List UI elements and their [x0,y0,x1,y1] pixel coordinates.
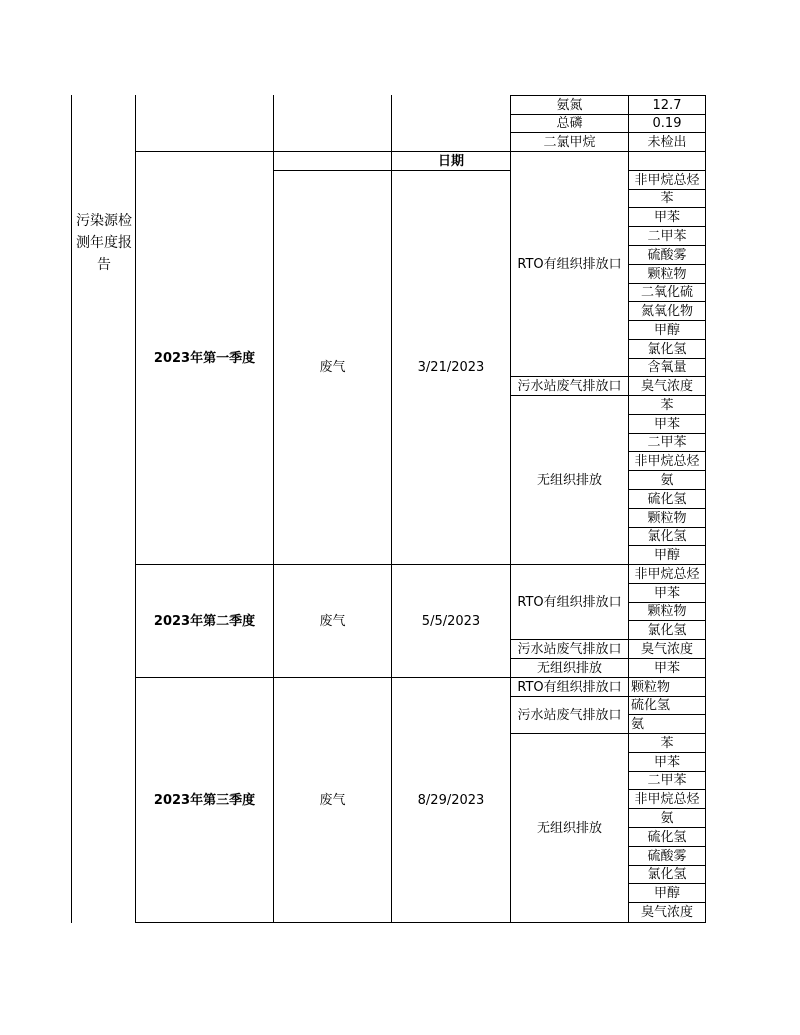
q1-rto-item: 含氧量 [647,360,687,375]
q1-ws-point: 污水站废气排放口 [517,378,622,394]
q3-uo-item: 非甲烷总烃 [634,791,700,807]
q2-ws-point: 污水站废气排放口 [517,641,622,657]
q1-uo-item: 硫化氢 [647,491,687,507]
q3-period: 2023年第三季度 [153,792,256,808]
q2-uo-point: 无组织排放 [536,660,602,676]
q2-rto-item: 氯化氢 [647,622,687,638]
q1-rto-item: 非甲烷总烃 [634,172,700,188]
q3-uo-point: 无组织排放 [536,820,602,836]
date-header: 日期 [437,153,464,169]
q3-uo-item: 甲苯 [653,754,680,770]
q2-ws-item: 臭气浓度 [640,641,693,657]
q3-uo-item: 二甲苯 [647,773,687,788]
q1-uo-item: 非甲烷总烃 [634,453,700,469]
q1-rto-point: RTO有组织排放口 [517,256,622,272]
item-dichloromethane: 二氯甲烷 [543,134,596,150]
q1-uo-item: 氨 [660,472,674,488]
q1-ws-item: 臭气浓度 [640,378,693,394]
q2-rto-item: 颗粒物 [647,604,687,619]
item-total-phosphorus: 总磷 [556,116,583,131]
q1-uo-item: 氯化氢 [647,529,687,544]
q2-type: 废气 [319,613,346,629]
q1-rto-item: 苯 [660,191,674,206]
q1-date: 3/21/2023 [417,360,485,375]
q1-rto-item: 二氧化硫 [640,285,693,300]
value-ammonia-nitrogen: 12.7 [652,97,682,113]
q1-rto-item: 甲苯 [653,209,680,225]
q1-uo-item: 甲苯 [653,416,680,432]
q3-uo-item: 苯 [660,735,674,751]
q2-uo-item: 甲苯 [653,660,680,676]
q1-rto-item: 氮氧化物 [640,303,693,319]
q1-rto-item: 氯化氢 [647,341,687,357]
q1-type: 废气 [319,360,346,375]
q2-date: 5/5/2023 [421,613,481,629]
q3-uo-item: 氯化氢 [647,867,687,882]
q1-uo-item: 苯 [660,397,674,413]
q3-uo-item: 甲醇 [653,885,680,901]
q1-period: 2023年第一季度 [153,350,256,366]
q1-uo-item: 二甲苯 [647,435,687,450]
q2-rto-item: 甲苯 [653,585,680,601]
q3-ws-item: 氨 [631,716,645,732]
q1-rto-item: 二甲苯 [647,228,687,244]
q2-rto-item: 非甲烷总烃 [634,566,700,582]
q3-ws-item: 硫化氢 [631,698,671,713]
q3-uo-item: 氨 [660,810,674,826]
q1-uo-item: 甲醇 [653,547,680,563]
q3-uo-item: 臭气浓度 [640,905,693,920]
q3-rto-item: 颗粒物 [631,679,671,695]
q3-uo-item: 硫酸雾 [647,848,687,864]
q1-uo-item: 颗粒物 [647,510,687,526]
q1-rto-item: 颗粒物 [647,266,687,282]
q3-type: 废气 [319,792,346,808]
q3-ws-point: 污水站废气排放口 [517,707,622,723]
value-dichloromethane: 未检出 [647,134,687,150]
q1-rto-item: 硫酸雾 [647,247,687,263]
q3-rto-point: RTO有组织排放口 [517,679,622,695]
q2-rto-point: RTO有组织排放口 [517,594,622,610]
q2-period: 2023年第二季度 [153,613,256,629]
q1-rto-item: 甲醇 [653,322,680,338]
q1-uo-point: 无组织排放 [536,472,602,488]
q3-date: 8/29/2023 [417,792,485,808]
item-ammonia-nitrogen: 氨氮 [556,97,583,113]
q3-uo-item: 硫化氢 [647,829,687,845]
report-title: 污染源检测年度报告 [76,213,132,273]
value-total-phosphorus: 0.19 [652,116,682,131]
